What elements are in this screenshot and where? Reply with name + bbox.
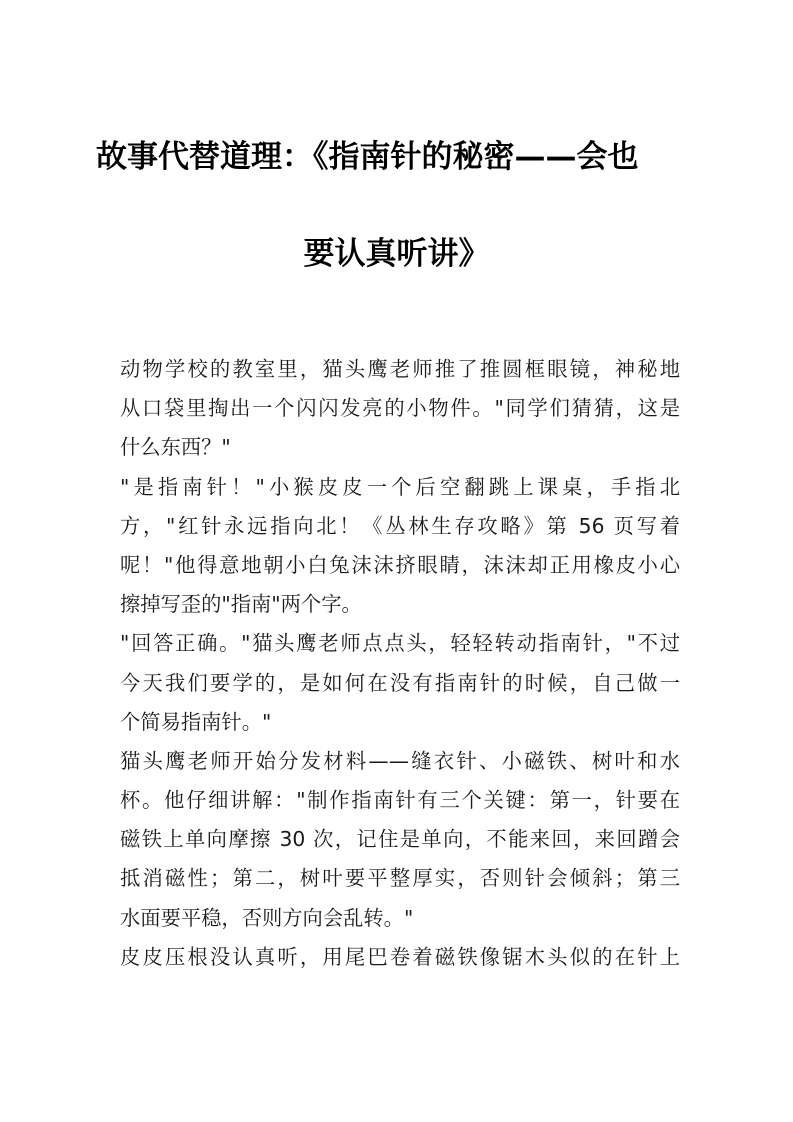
document-title-line-2: 要认真听讲》 bbox=[303, 236, 490, 272]
paragraph-5 bbox=[120, 938, 680, 977]
text-line: 什么东西？" bbox=[120, 435, 231, 460]
text-line: 方，"红针永远指向北！《丛林生存攻略》第 56 页写着 bbox=[120, 513, 680, 538]
text-line: 动物学校的教室里，猫头鹰老师推了推圆框眼镜，神秘地 bbox=[120, 357, 680, 381]
text-line: 猫头鹰老师开始分发材料——缝衣针、小磁铁、树叶和水 bbox=[120, 748, 680, 773]
document-title-line-1: 故事代替道理：《指南针的秘密——会也 bbox=[96, 139, 639, 175]
text-line: 杯。他仔细讲解："制作指南针有三个关键：第一，针要在 bbox=[120, 788, 680, 813]
text-line: "回答正确。"猫头鹰老师点点头，轻轻转动指南针，"不过 bbox=[120, 631, 680, 656]
text-line: "是指南针！"小猴皮皮一个后空翻跳上课桌，手指北 bbox=[120, 474, 680, 499]
text-line: 水面要平稳，否则方向会乱转。" bbox=[120, 905, 414, 930]
paragraph-4 bbox=[120, 742, 680, 938]
paragraph-1 bbox=[120, 350, 680, 468]
text-line: 呢！"他得意地朝小白兔沫沫挤眼睛，沫沫却正用橡皮小心 bbox=[120, 552, 680, 577]
document-body bbox=[120, 350, 680, 977]
text-line: 擦掉写歪的"指南"两个字。 bbox=[120, 592, 362, 617]
text-line: 皮皮压根没认真听，用尾巴卷着磁铁像锯木头似的在针上 bbox=[120, 944, 680, 969]
text-line: 个简易指南针。" bbox=[120, 709, 272, 734]
text-line: 从口袋里掏出一个闪闪发亮的小物件。"同学们猜猜，这是 bbox=[120, 396, 680, 421]
paragraph-3 bbox=[120, 624, 680, 742]
text-line: 抵消磁性；第二，树叶要平整厚实，否则针会倾斜；第三 bbox=[120, 866, 680, 891]
text-line: 磁铁上单向摩擦 30 次，记住是单向，不能来回，来回蹭会 bbox=[120, 827, 680, 852]
text-line: 今天我们要学的，是如何在没有指南针的时候，自己做一 bbox=[120, 670, 680, 695]
paragraph-2 bbox=[120, 468, 680, 625]
